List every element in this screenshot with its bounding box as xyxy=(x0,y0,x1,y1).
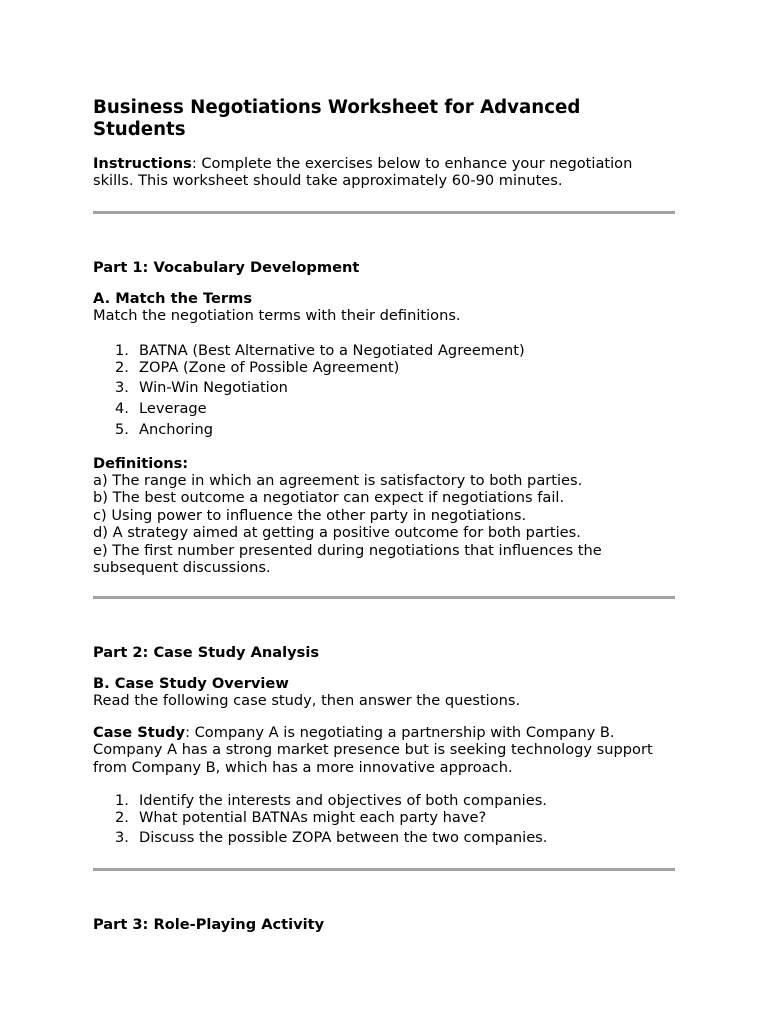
definition-item: e) The first number presented during negotiations that influences the subsequent discussions. xyxy=(93,541,602,577)
part2-heading: Part 2: Case Study Analysis xyxy=(93,644,320,661)
case-study-text: : Company A is negotiating a partnership with Company B. Company A has a strong market presence but is seeking technology support from Company B, which has a more innovative approach. xyxy=(93,724,653,776)
case-study-paragraph xyxy=(93,724,675,776)
list-item: 3. Win-Win Negotiation xyxy=(115,379,288,396)
section-divider-3 xyxy=(93,868,675,871)
part2-intro: Read the following case study, then answer the questions. xyxy=(93,692,521,709)
list-item: 1. BATNA (Best Alternative to a Negotiated Agreement) xyxy=(115,342,525,359)
section-divider-1 xyxy=(93,211,675,214)
section-divider-2 xyxy=(93,596,675,599)
list-item: 3. Discuss the possible ZOPA between the two companies. xyxy=(115,829,548,846)
definition-item: b) The best outcome a negotiator can expect if negotiations fail. xyxy=(93,489,565,507)
part1-heading: Part 1: Vocabulary Development xyxy=(93,259,360,276)
part2-subheading: B. Case Study Overview xyxy=(93,675,289,692)
instructions-label: Instructions xyxy=(93,155,192,172)
list-item: 2. ZOPA (Zone of Possible Agreement) xyxy=(115,359,400,376)
list-item: 4. Leverage xyxy=(115,400,207,417)
definition-item: c) Using power to influence the other party in negotiations. xyxy=(93,506,527,524)
definition-item: a) The range in which an agreement is satisfactory to both parties. xyxy=(93,472,583,489)
instructions-paragraph xyxy=(93,155,675,190)
page-title: Business Negotiations Worksheet for Advanced Students xyxy=(93,97,581,140)
terms-list xyxy=(93,342,675,438)
part1-intro: Match the negotiation terms with their definitions. xyxy=(93,307,461,324)
definitions-label: Definitions: xyxy=(93,455,189,472)
definitions-list xyxy=(93,472,675,576)
list-item: 5. Anchoring xyxy=(115,421,214,438)
part3-heading: Part 3: Role-Playing Activity xyxy=(93,916,325,933)
case-study-label: Case Study xyxy=(93,724,186,741)
definition-item: d) A strategy aimed at getting a positive outcome for both parties. xyxy=(93,524,581,542)
questions-list xyxy=(93,792,675,846)
instructions-text: : Complete the exercises below to enhance your negotiation skills. This worksheet should take approximately 60-90 minutes. xyxy=(93,155,633,190)
list-item: 2. What potential BATNAs might each party have? xyxy=(115,809,487,826)
list-item: 1. Identify the interests and objectives of both companies. xyxy=(115,792,547,809)
part1-subheading: A. Match the Terms xyxy=(93,290,253,307)
